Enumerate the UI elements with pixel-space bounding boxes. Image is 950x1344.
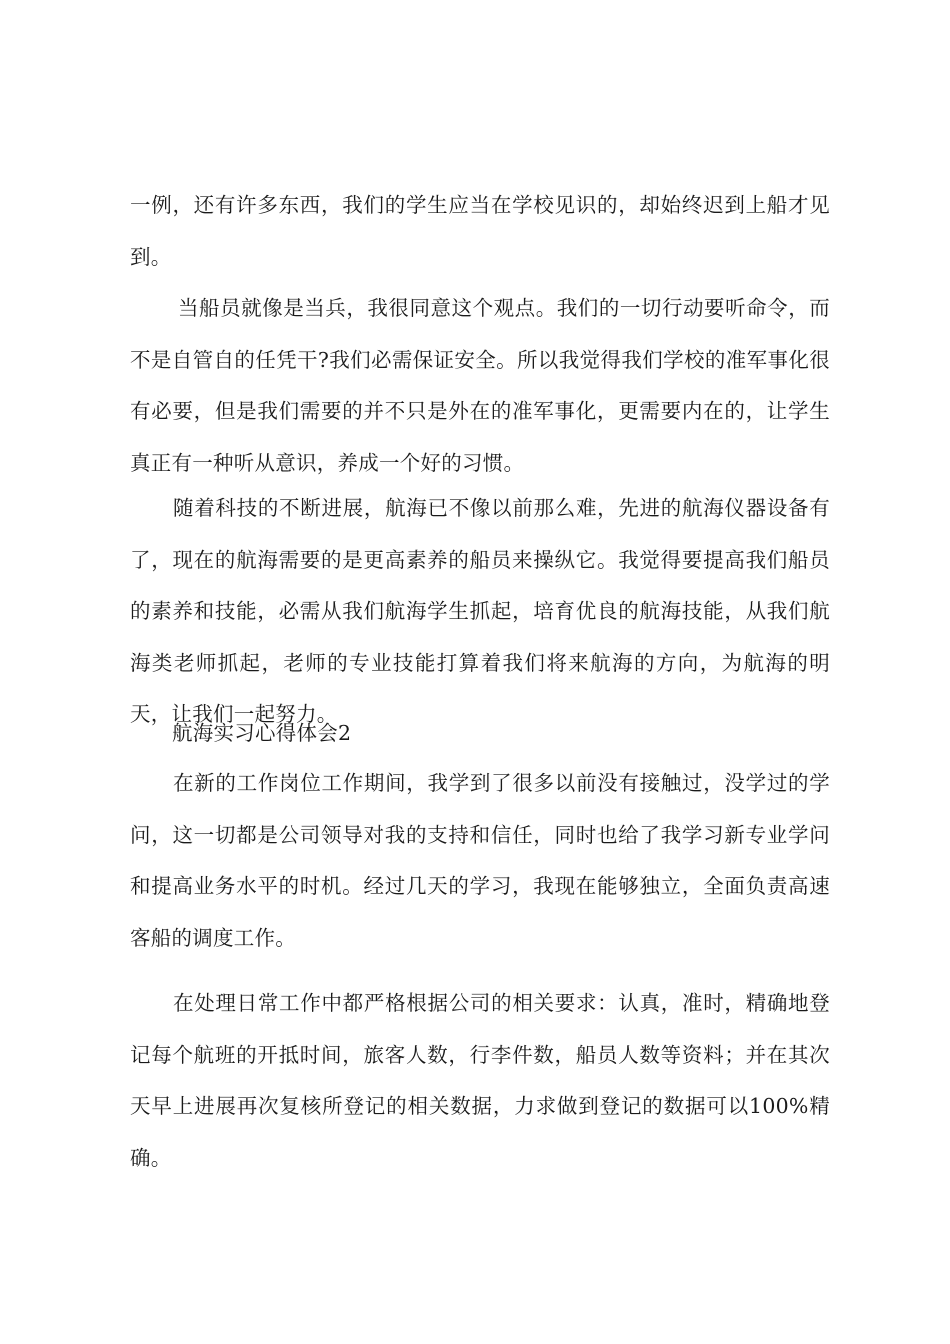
paragraph-continuation: 一例，还有许多东西，我们的学生应当在学校见识的，却始终迟到上船才见到。 — [130, 193, 830, 269]
paragraph-sailor-discipline: 当船员就像是当兵，我很同意这个观点。我们的一切行动要听命令，而不是自管自的任凭干?我们必需保证安全。所以我觉得我们学校的准军事化很有必要，但是我们需要的并不只是外在的准军事化，更需要内在的，让学生真正有一种听从意识，养成一个好的习惯。 — [130, 296, 830, 475]
paragraph-new-job: 在新的工作岗位工作期间，我学到了很多以前没有接触过，没学过的学问，这一切都是公司领导对我的支持和信任，同时也给了我学习新专业学问和提高业务水平的时机。经过几天的学习，我现在能够独立，全面负责高速客船的调度工作。 — [130, 771, 830, 950]
section-heading: 航海实习心得体会2 — [172, 721, 352, 745]
paragraph-technology: 随着科技的不断进展，航海已不像以前那么难，先进的航海仪器设备有了，现在的航海需要的是更高素养的船员来操纵它。我觉得要提高我们船员的素养和技能，必需从我们航海学生抓起，培育优良的航海技能，从我们航海类老师抓起，老师的专业技能打算着我们将来航海的方向，为航海的明天，让我们一起努力。 — [130, 496, 830, 726]
paragraph-daily-work: 在处理日常工作中都严格根据公司的相关要求：认真，准时，精确地登记每个航班的开抵时间，旅客人数，行李件数，船员人数等资料；并在其次天早上进展再次复核所登记的相关数据，力求做到登记的数据可以100%精确。 — [130, 991, 830, 1170]
